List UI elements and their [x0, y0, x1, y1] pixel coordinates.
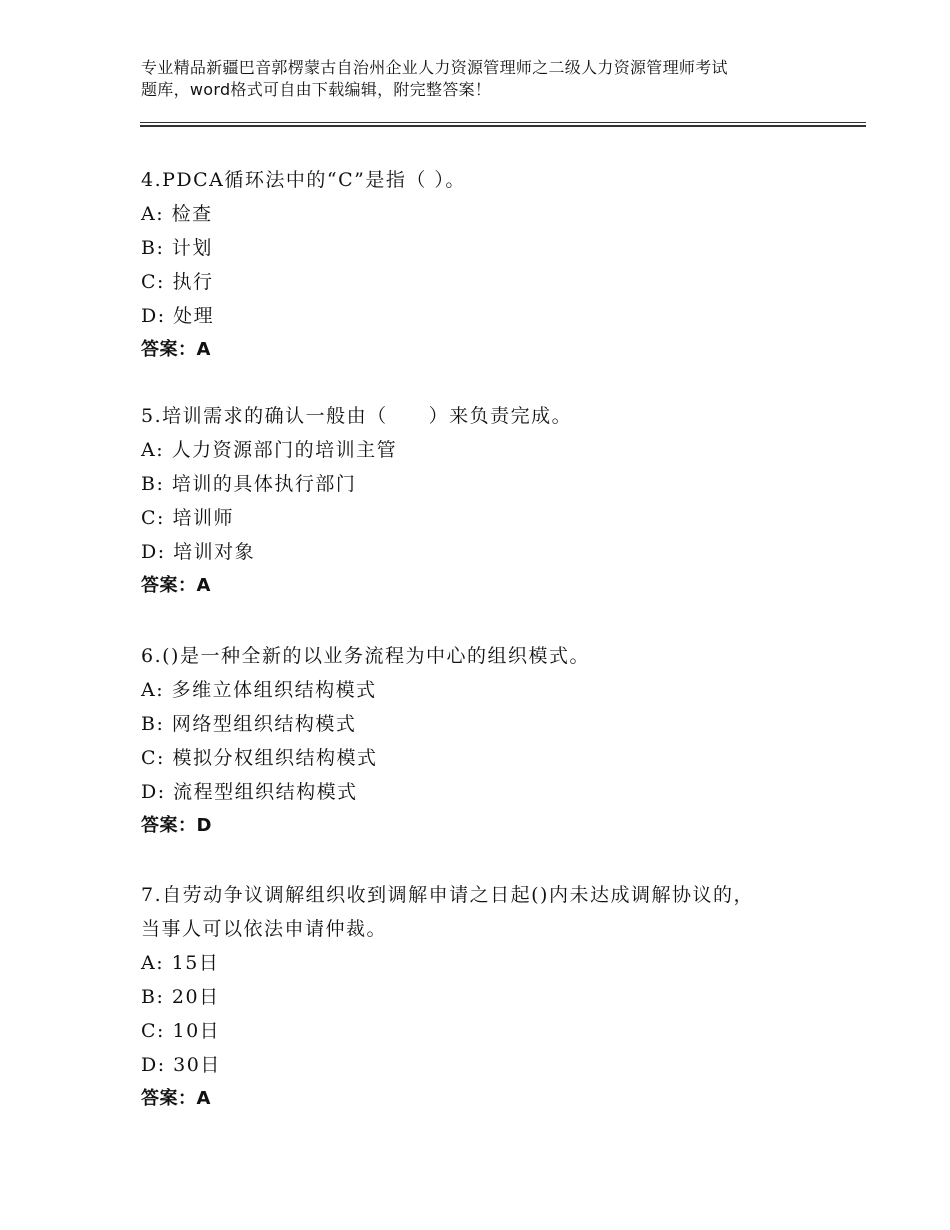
question-stem: 4.PDCA循环法中的“C”是指（ ）。	[141, 169, 466, 191]
option-d: D: 流程型组织结构模式	[141, 781, 358, 803]
option-d: D: 30日	[141, 1054, 221, 1076]
option-a: A: 检查	[141, 203, 213, 225]
header-divider-thin	[140, 122, 866, 123]
answer-label: 答案：A	[141, 1088, 211, 1109]
question-stem: 6.()是一种全新的以业务流程为中心的组织模式。	[141, 645, 590, 667]
question-block	[141, 163, 861, 367]
answer-label: 答案：D	[141, 815, 212, 836]
question-block	[141, 399, 861, 603]
option-c: C: 10日	[141, 1020, 221, 1042]
option-c: C: 模拟分权组织结构模式	[141, 747, 378, 769]
header-line-2: 题库，word格式可自由下载编辑，附完整答案！	[141, 80, 492, 99]
question-stem-continued: 当事人可以依法申请仲裁。	[141, 918, 388, 940]
option-a: A: 多维立体组织结构模式	[141, 679, 377, 701]
option-c: C: 培训师	[141, 507, 234, 529]
answer-label: 答案：A	[141, 575, 211, 596]
option-b: B: 网络型组织结构模式	[141, 713, 357, 735]
option-d: D: 处理	[141, 305, 215, 327]
question-block	[141, 878, 861, 1116]
header-line-1: 专业精品新疆巴音郭楞蒙古自治州企业人力资源管理师之二级人力资源管理师考试	[141, 58, 728, 77]
option-d: D: 培训对象	[141, 541, 256, 563]
document-header	[141, 57, 841, 101]
answer-label: 答案：A	[141, 339, 211, 360]
option-b: B: 20日	[141, 986, 220, 1008]
option-a: A: 人力资源部门的培训主管	[141, 439, 398, 461]
option-c: C: 执行	[141, 271, 214, 293]
question-stem: 5.培训需求的确认一般由（ ）来负责完成。	[141, 405, 573, 427]
option-a: A: 15日	[141, 952, 220, 974]
option-b: B: 计划	[141, 237, 213, 259]
question-block	[141, 639, 861, 843]
header-divider-thick	[140, 125, 866, 127]
option-b: B: 培训的具体执行部门	[141, 473, 357, 495]
question-stem: 7.自劳动争议调解组织收到调解申请之日起()内未达成调解协议的，	[141, 884, 754, 906]
